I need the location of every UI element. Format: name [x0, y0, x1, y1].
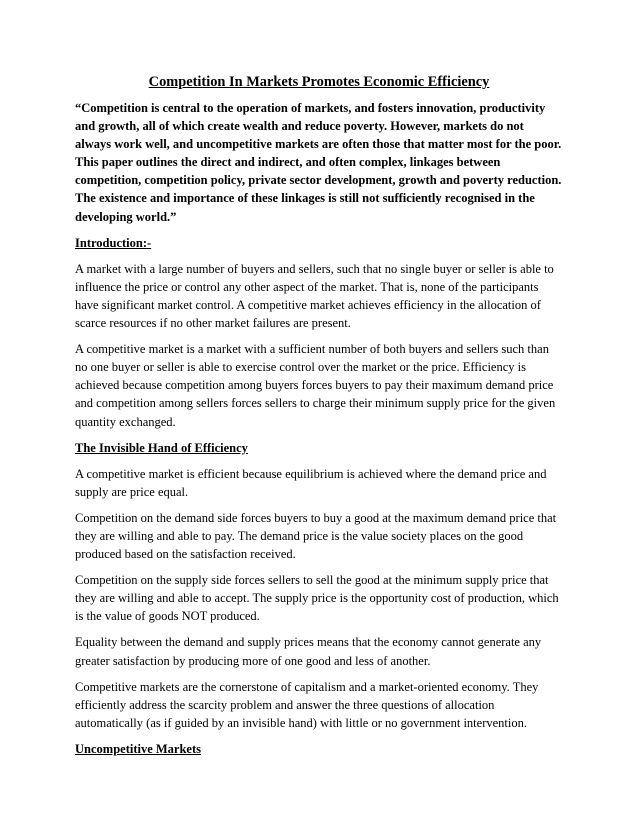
- paragraph: Competition on the supply side forces sellers to sell the good at the minimum supply price that they are willing and able to accept. The supply price is the opportunity cost of production, which is the value of goods NOT produced.: [75, 573, 559, 624]
- paragraph: A competitive market is a market with a sufficient number of both buyers and sellers such than no one buyer or seller is able to exercise control over the market or the price. Efficiency is achieved because competition among buyers forces buyers to pay their maximum demand price and competition among sellers forces sellers to charge their minimum supply price for the given quantity exchanged.: [75, 342, 556, 429]
- document-title: Competition In Markets Promotes Economic Efficiency: [148, 74, 490, 90]
- opening-quote: “Competition is central to the operation of markets, and fosters innovation, productivity and growth, all of which create wealth and reduce poverty. However, markets do not always work well, and uncompetitive markets are often those that matter most for the poor. This paper outlines the direct and indirect, and often complex, linkages between competition, competition policy, private sector development, growth and poverty reduction. The existence and importance of these linkages is still not sufficiently recognised in the developing world.”: [75, 101, 562, 224]
- page-content: [75, 72, 563, 766]
- paragraph: A competitive market is efficient because equilibrium is achieved where the demand price and supply are price equal.: [75, 466, 547, 499]
- section-heading-invisible-hand: The Invisible Hand of Efficiency: [75, 440, 248, 455]
- paragraph: Competition on the demand side forces buyers to buy a good at the maximum demand price that they are willing and able to pay. The demand price is the value society places on the good produced based on the satisfaction received.: [75, 510, 557, 562]
- paragraph: Competitive markets are the cornerstone of capitalism and a market-oriented economy. They efficiently address the scarcity problem and answer the three questions of allocation automatically (as if guided by an invisible hand) with little or no government intervention.: [75, 679, 539, 730]
- section-heading-introduction: Introduction:-: [75, 235, 152, 250]
- paragraph: A market with a large number of buyers and sellers, such that no single buyer or seller is able to influence the price or control any other aspect of the market. That is, none of the participants have significant market control. A competitive market achieves efficiency in the allocation of scarce resources if no other market failures are present.: [75, 261, 554, 331]
- paragraph: Equality between the demand and supply prices means that the economy cannot generate any greater satisfaction by producing more of one good and less of another.: [75, 635, 542, 668]
- section-heading-uncompetitive-markets: Uncompetitive Markets: [75, 741, 202, 756]
